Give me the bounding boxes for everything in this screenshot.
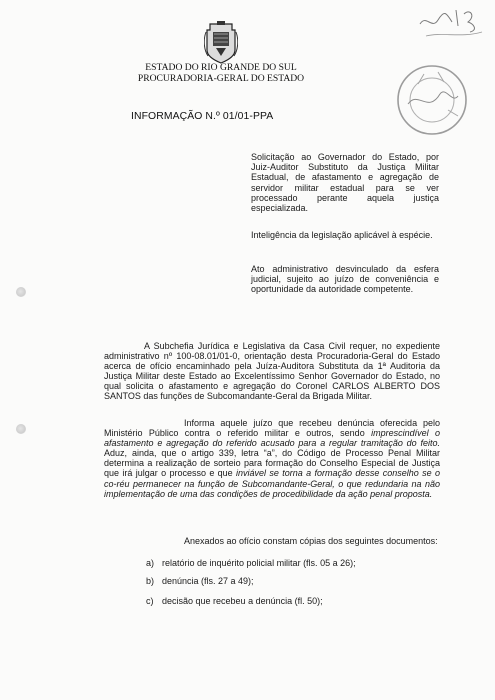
document-header: [110, 62, 332, 84]
ementa-paragraph-1: Solicitação ao Governador do Estado, por Juiz-Auditor Substituto da Justiça Militar Estadual, de afastamento e agregação de servidor militar estadual para se ver processado perante aquela justiça especializada.: [251, 152, 439, 214]
ementa-paragraph-2: Inteligência da legislação aplicável à espécie.: [251, 230, 433, 240]
emphasized-text: inviável se torna a formação desse conselho se o co-réu permanecer na função de Subcomandante-Geral, o que redundaria na não implementação de uma das condições de procedibilidade da ação penal proposta.: [104, 468, 440, 499]
document-title: INFORMAÇÃO N.º 01/01-PPA: [131, 111, 274, 122]
body-paragraph-1: A Subchefia Jurídica e Legislativa da Casa Civil requer, no expediente administrativo nº 100-08.01/01-0, orientação desta Procuradoria-Geral do Estado acerca de ofício encaminhado pela Juíza-Auditora Substituta da 1ª Auditoria da Justiça Militar deste Estado ao Excelentíssimo Senhor Governador do Estado, no qual solicita o afastamento e agregação do Coronel CARLOS ALBERTO DOS SANTOS das funções de Subcomandante-Geral da Brigada Militar.: [104, 341, 440, 402]
emphasized-text: imprescindível o afastamento e agregação do referido acusado para a regular tramitação do feito.: [104, 428, 441, 449]
handwritten-annotation: [412, 2, 492, 42]
header-state-name: ESTADO DO RIO GRANDE DO SUL: [145, 62, 297, 73]
body-paragraph-2: [104, 418, 440, 499]
header-agency-name: PROCURADORIA-GERAL DO ESTADO: [137, 73, 305, 84]
ementa-paragraph-3: Ato administrativo desvinculado da esfera judicial, sujeito ao juízo de conveniência e oportunidade da autoridade competente.: [251, 264, 439, 295]
state-coat-of-arms-icon: [204, 20, 238, 64]
paragraph-text: Informa aquele juízo que recebeu denúncia oferecida pelo Ministério Público contra o referido militar e outros, sendo: [104, 418, 440, 439]
punch-hole: [16, 424, 26, 434]
paragraph-text: Aduz, ainda, que o artigo 339, letra “a”, do Código de Processo Penal Militar determina a realização de sorteio para formação do Conselho Especial de Justiça que irá julgar o processo e que: [104, 448, 440, 479]
list-item: [146, 576, 254, 586]
list-item-label: b): [146, 576, 155, 586]
list-item-text: denúncia (fls. 27 a 49);: [162, 576, 254, 586]
received-stamp: [388, 60, 478, 138]
punch-hole: [16, 287, 26, 297]
list-item-text: relatório de inquérito policial militar (fls. 05 a 26);: [162, 558, 356, 568]
list-item: [146, 596, 323, 606]
list-item-label: c): [146, 596, 154, 606]
list-item: [146, 558, 356, 568]
list-item-label: a): [146, 558, 155, 568]
list-item-text: decisão que recebeu a denúncia (fl. 50);: [162, 596, 323, 606]
body-paragraph-3: Anexados ao ofício constam cópias dos seguintes documentos:: [184, 536, 438, 546]
